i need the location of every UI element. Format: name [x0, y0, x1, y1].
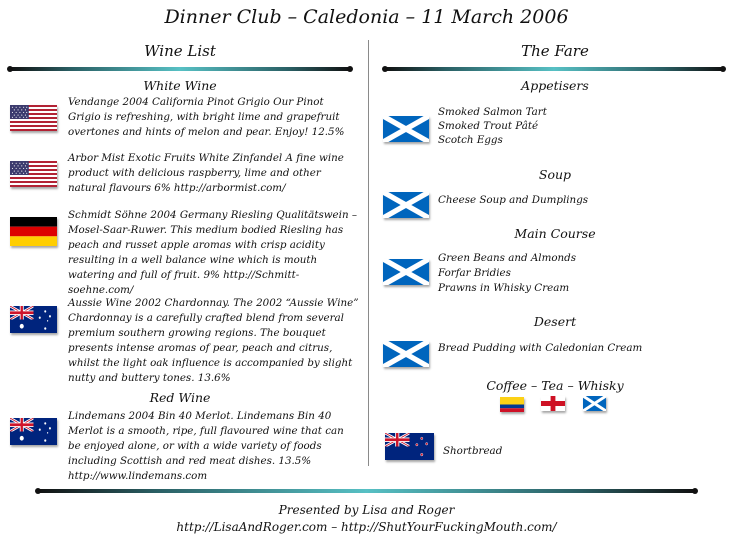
white-wine-3: Schmidt Söhne 2004 Germany Riesling Qualitätswein – Mosel-Saar-Ruwer. This medium bodied Riesling has peach and russet apple aromas with crisp acidity resulting in a well balance wine which is mouth watering and full of fruit. 9% http://Schmitt-soehne.com/ [68, 209, 357, 296]
main-course-item: Prawns in Whisky Cream [438, 282, 570, 294]
scotland-flag-icon [583, 396, 606, 411]
scotland-flag-icon [383, 116, 429, 142]
soup-heading: Soup [538, 167, 572, 182]
main-course-item: Green Beans and Almonds [438, 252, 577, 264]
scotland-flag-icon [383, 259, 429, 285]
red-wine-1: Lindemans 2004 Bin 40 Merlot. Lindemans Bin 40 Merlot is a smooth, ripe, full flavoured wine that can be enjoyed alone, or with a wide variety of foods including Scottish and red meat dishes. 13.5% http://www.lindemans.com [68, 410, 344, 482]
white-wine-heading: White Wine [143, 78, 217, 93]
appetisers-heading: Appetisers [521, 78, 589, 93]
scotland-flag-icon [383, 341, 429, 367]
desert-heading: Desert [533, 314, 577, 329]
usa-flag-icon [10, 105, 57, 131]
column-divider [368, 40, 369, 466]
desert-item: Bread Pudding with Caledonian Cream [438, 342, 643, 354]
white-wine-2: Arbor Mist Exotic Fruits White Zinfandel A fine wine product with delicious raspberry, lime and other natural flavours 6% http://arbormist.com/ [68, 152, 344, 194]
soup-item: Cheese Soup and Dumplings [438, 194, 589, 206]
footer-rule [38, 489, 695, 493]
red-wine-heading: Red Wine [149, 390, 211, 405]
page-title: Dinner Club – Caledonia – 11 March 2006 [164, 6, 569, 28]
footer-presenters: Presented by Lisa and Roger [278, 503, 455, 517]
main-course-item: Forfar Bridies [438, 267, 511, 279]
fare-rule [385, 67, 723, 71]
new-zealand-flag-icon [385, 433, 434, 460]
shortbread-item: Shortbread [443, 445, 503, 457]
appetiser-item: Smoked Trout Pâté [438, 120, 539, 132]
main-course-heading: Main Course [514, 226, 596, 241]
england-flag-icon [541, 396, 565, 411]
footer-links: http://LisaAndRoger.com – http://ShutYourFuckingMouth.com/ [176, 520, 557, 534]
wine-list-heading: Wine List [144, 42, 216, 60]
white-wine-1: Vendange 2004 California Pinot Grigio Our Pinot Grigio is refreshing, with bright lime and grapefruit overtones and hints of melon and pear. Enjoy! 12.5% [68, 96, 345, 138]
scotland-flag-icon [383, 192, 429, 218]
white-wine-4: Aussie Wine 2002 Chardonnay. The 2002 “Aussie Wine” Chardonnay is a carefully crafted blend from several premium southern growing regions. The bouquet presents intense aromas of pear, peach and citrus, whilst the light oak influence is accompanied by slight nutty and buttery tones. 13.6% [68, 297, 359, 384]
germany-flag-icon [10, 217, 57, 246]
australia-flag-icon [10, 306, 57, 333]
colombia-flag-icon [500, 397, 524, 412]
appetiser-item: Smoked Salmon Tart [438, 106, 547, 118]
drinks-heading: Coffee – Tea – Whisky [486, 378, 624, 393]
appetiser-item: Scotch Eggs [438, 134, 503, 146]
australia-flag-icon [10, 418, 57, 445]
fare-heading: The Fare [521, 42, 589, 60]
wine-list-rule [10, 67, 350, 71]
usa-flag-icon [10, 161, 57, 187]
